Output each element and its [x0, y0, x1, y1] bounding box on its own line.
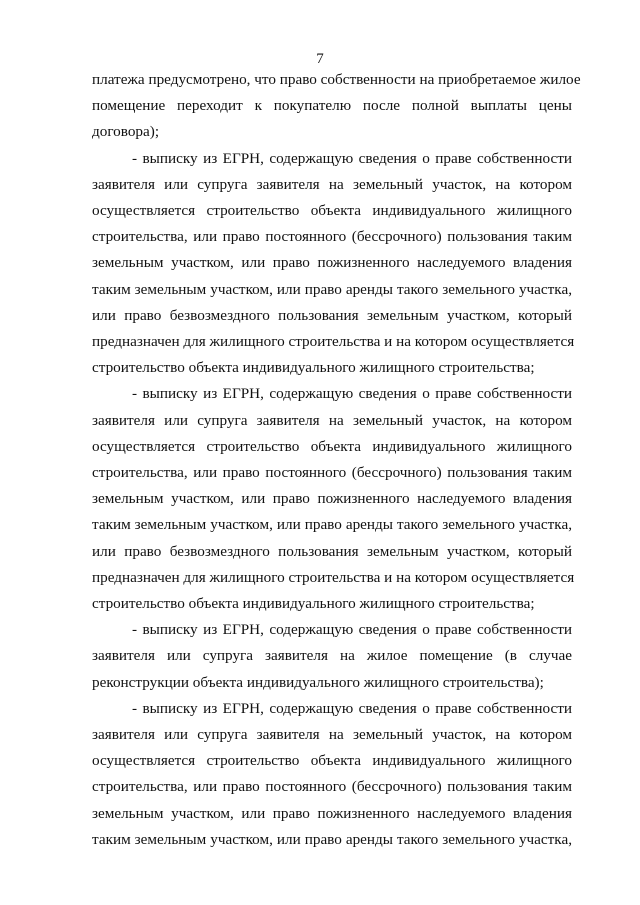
paragraph-5	[92, 696, 572, 853]
text-line: помещение переходит к покупателю после полной выплаты цены	[92, 97, 572, 115]
text-line: земельным участком, или право пожизненного наследуемого владения	[92, 254, 572, 272]
text-line: таким земельным участком, или право аренды такого земельного участка,	[92, 280, 572, 298]
text-line: строительство объекта индивидуального жилищного строительства;	[92, 359, 535, 377]
text-line: земельным участком, или право пожизненного наследуемого владения	[92, 490, 572, 508]
text-line: таким земельным участком, или право аренды такого земельного участка,	[92, 516, 572, 534]
text-line: предназначен для жилищного строительства и на котором осуществляется	[92, 333, 575, 351]
text-line: договора);	[92, 123, 160, 141]
text-line: строительства, или право постоянного (бессрочного) пользования таким	[92, 778, 572, 796]
paragraph-2	[92, 146, 575, 382]
paragraph-4	[92, 617, 572, 696]
text-line: строительство объекта индивидуального жилищного строительства;	[92, 595, 535, 613]
text-line: - выписку из ЕГРН, содержащую сведения о праве собственности	[132, 385, 572, 403]
text-line: или право безвозмездного пользования земельным участком, который	[92, 306, 572, 324]
text-line: или право безвозмездного пользования земельным участком, который	[92, 542, 572, 560]
text-line: осуществляется строительство объекта индивидуального жилищного	[92, 752, 572, 770]
text-line: земельным участком, или право пожизненного наследуемого владения	[92, 804, 572, 822]
text-line: осуществляется строительство объекта индивидуального жилищного	[92, 437, 572, 455]
paragraph-3	[92, 381, 575, 617]
text-line: заявителя или супруга заявителя на земельный участок, на котором	[92, 726, 572, 744]
text-line: строительства, или право постоянного (бессрочного) пользования таким	[92, 228, 572, 246]
text-line: - выписку из ЕГРН, содержащую сведения о праве собственности	[132, 699, 572, 717]
text-line: - выписку из ЕГРН, содержащую сведения о праве собственности	[132, 149, 572, 167]
text-line: платежа предусмотрено, что право собственности на приобретаемое жилое	[92, 71, 581, 88]
paragraph-1	[92, 67, 581, 146]
page-number: 7	[316, 51, 324, 67]
text-line: заявителя или супруга заявителя на земельный участок, на котором	[92, 411, 572, 429]
text-line: осуществляется строительство объекта индивидуального жилищного	[92, 202, 572, 220]
text-line: заявителя или супруга заявителя на земельный участок, на котором	[92, 175, 572, 193]
text-line: реконструкции объекта индивидуального жилищного строительства);	[92, 673, 544, 691]
text-line: - выписку из ЕГРН, содержащую сведения о праве собственности	[132, 621, 572, 639]
text-line: таким земельным участком, или право аренды такого земельного участка,	[92, 830, 572, 848]
text-line: предназначен для жилищного строительства и на котором осуществляется	[92, 568, 575, 586]
document-body	[92, 67, 581, 853]
text-line: заявителя или супруга заявителя на жилое помещение (в случае	[92, 647, 572, 665]
text-line: строительства, или право постоянного (бессрочного) пользования таким	[92, 464, 572, 482]
